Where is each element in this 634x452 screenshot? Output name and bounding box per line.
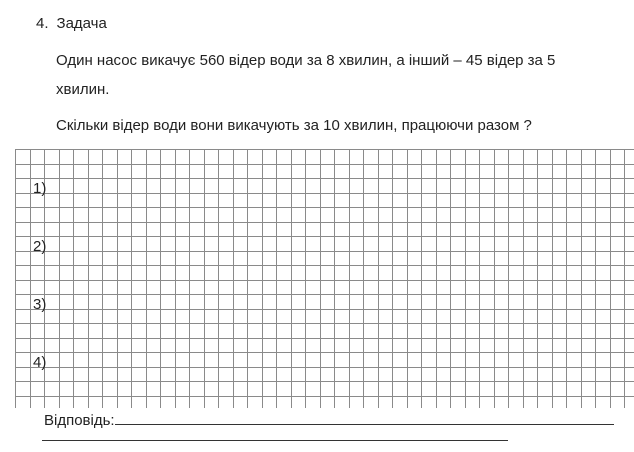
step-label-2: 2) (33, 238, 47, 255)
answer-blank[interactable] (115, 410, 614, 425)
answer-blank-line-2[interactable] (42, 440, 508, 441)
step-label-4: 4) (33, 354, 47, 371)
task-number: 4. (36, 15, 49, 32)
answer-grid[interactable] (15, 149, 634, 408)
grid-lines (15, 149, 634, 408)
problem-text-line-2: хвилин. (56, 81, 110, 98)
step-label-3: 3) (33, 296, 47, 313)
task-heading (36, 15, 107, 32)
answer-label: Відповідь: (44, 412, 115, 429)
task-title: Задача (56, 15, 107, 32)
problem-question: Скільки відер води вони викачують за 10 хвилин, працюючи разом ? (56, 117, 532, 134)
step-label-1: 1) (33, 180, 47, 197)
answer-line[interactable] (44, 410, 614, 429)
problem-text-line-1: Один насос викачує 560 відер води за 8 хвилин, а інший – 45 відер за 5 (56, 52, 556, 69)
